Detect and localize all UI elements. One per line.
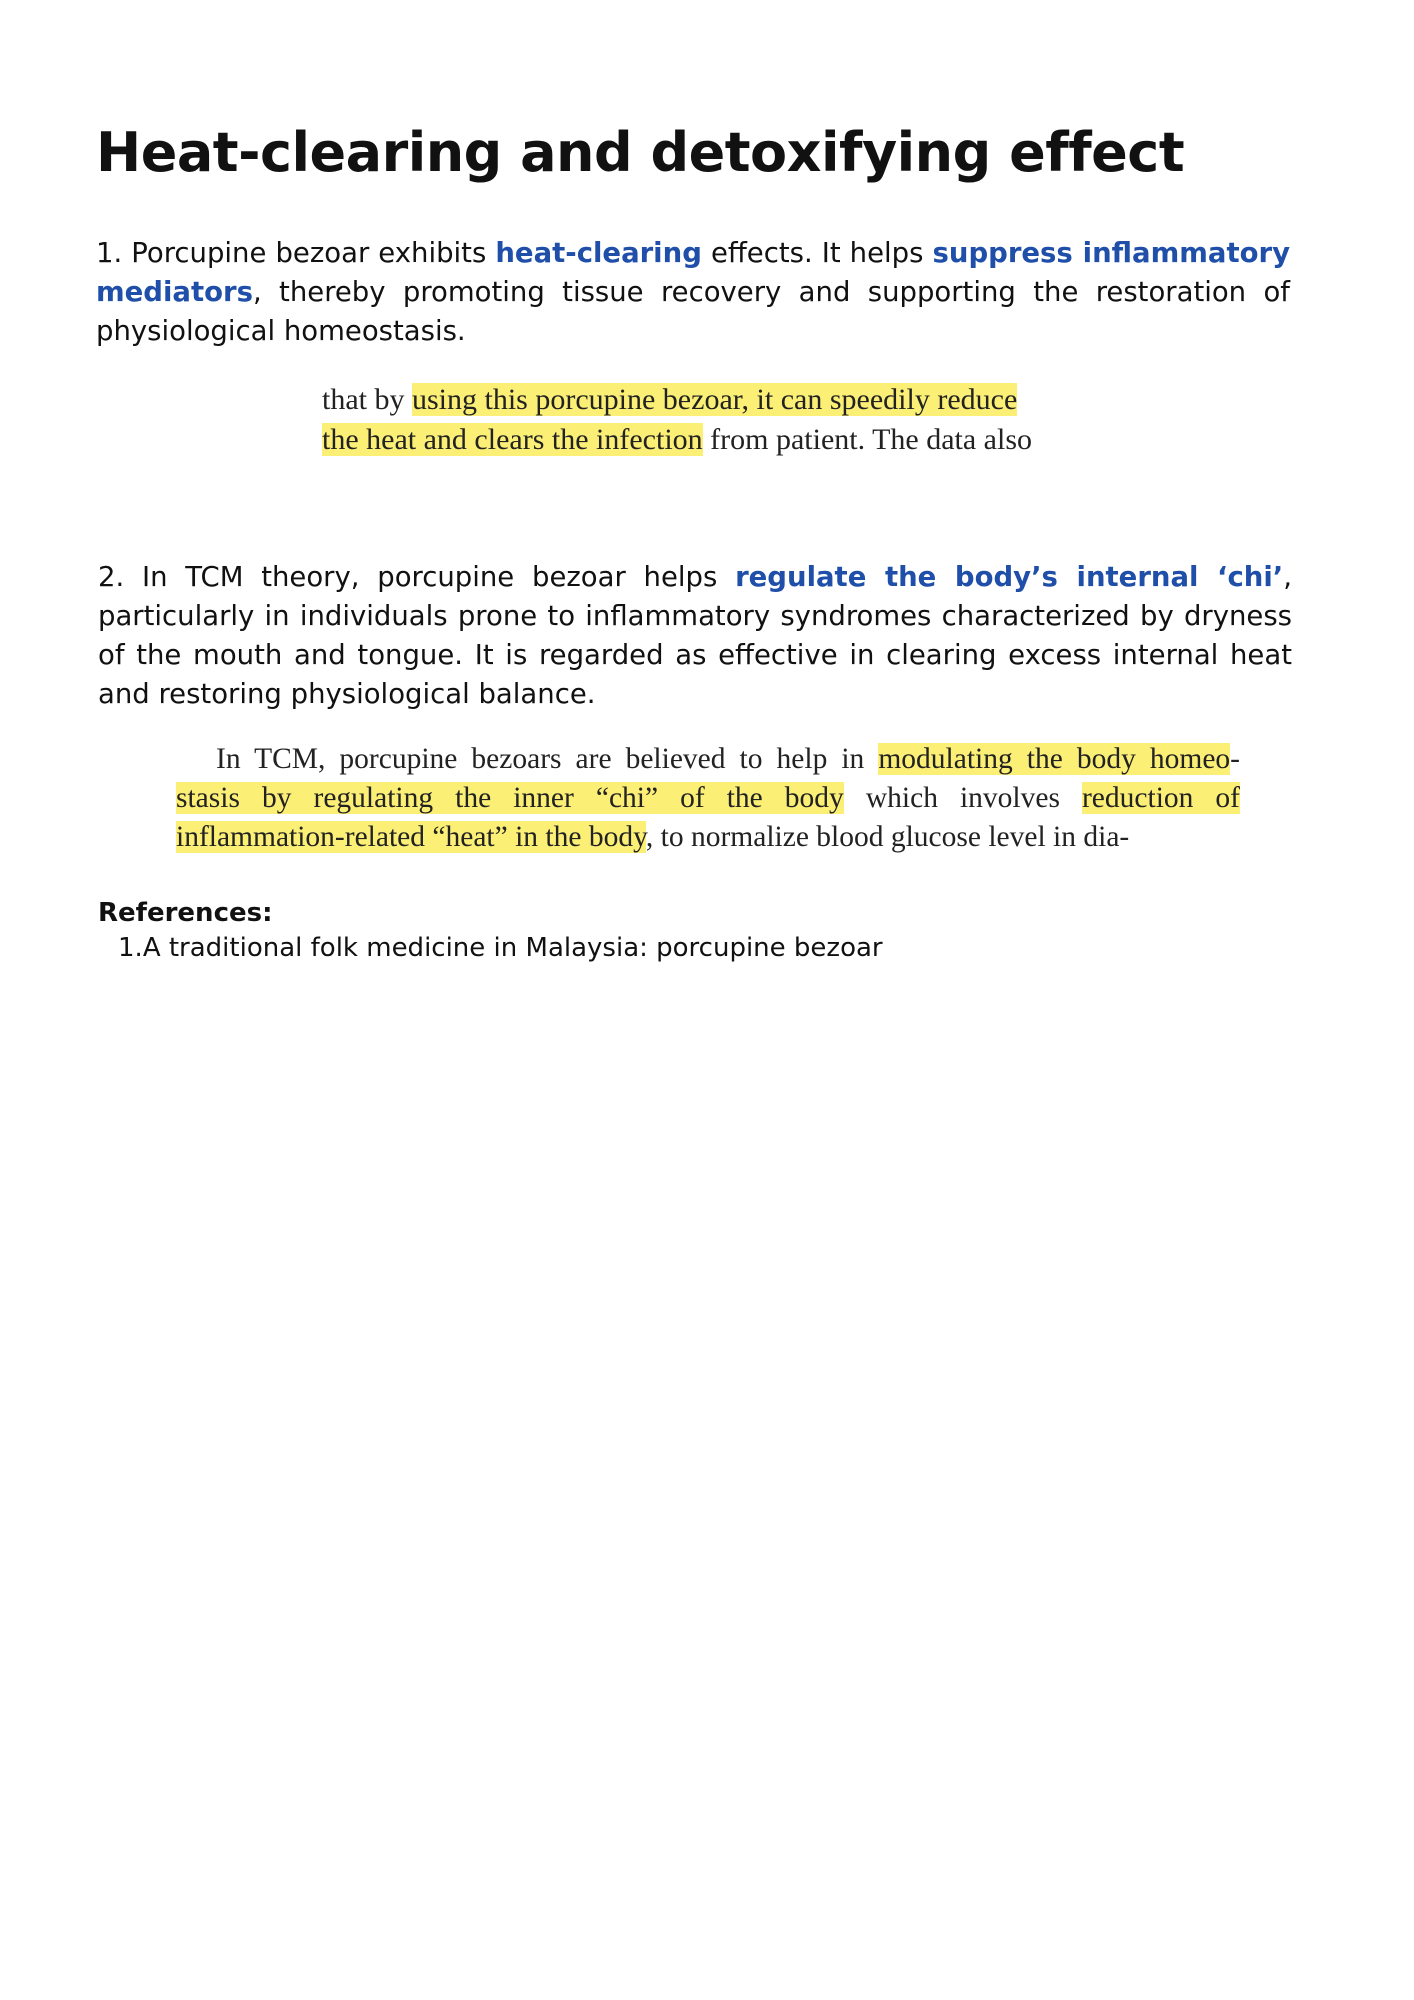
section-1-text: , thereby promoting tissue recovery and supporting the restoration of physiological homeostasis.: [96, 276, 1290, 347]
quote-highlight: stasis by regulating the inner “chi” of the body: [176, 782, 844, 814]
quote-highlight: the heat and clears the infection: [322, 423, 703, 456]
reference-item: [98, 930, 883, 966]
quote-text: , to normalize blood glucose level in dia-: [645, 821, 1130, 853]
reference-text: A traditional folk medicine in Malaysia: porcupine bezoar: [142, 933, 883, 963]
quote-highlight: using this porcupine bezoar, it can speedily reduce: [412, 383, 1018, 416]
quote-1-line-1: [322, 380, 1122, 420]
quote-excerpt-2: [176, 740, 1240, 857]
section-2-paragraph: [98, 558, 1292, 714]
quote-text: that by: [322, 383, 412, 416]
references-list: [98, 930, 883, 966]
reference-number: 1.: [118, 933, 143, 963]
quote-2-line-2: [176, 779, 1240, 818]
highlight-regulate-chi: regulate the body’s internal ‘chi’: [735, 561, 1284, 593]
highlight-suppress-inflammatory-mediators: suppress inflammatory mediators: [96, 237, 1291, 308]
highlight-heat-clearing: heat-clearing: [495, 237, 702, 269]
section-2-text: 2. In TCM theory, porcupine bezoar helps: [98, 561, 736, 593]
quote-highlight: reduction of: [1081, 782, 1240, 814]
section-1-text: 1. Porcupine bezoar exhibits: [96, 237, 496, 269]
quote-text: -: [1230, 743, 1240, 775]
quote-text: In TCM, porcupine bezoars are believed to help in: [216, 743, 879, 775]
quote-text: which involves: [843, 782, 1082, 814]
quote-2-line-1: [176, 740, 1240, 779]
section-1-text: effects. It helps: [701, 237, 933, 269]
quote-highlight: inflammation-related “heat” in the body: [176, 821, 646, 853]
section-2-text: , particularly in individuals prone to inflammatory syndromes characterized by dryness of the mouth and tongue. It is regarded as effective in clearing excess internal heat and restoring physiological balance.: [98, 561, 1292, 710]
quote-excerpt-1: [322, 380, 1122, 460]
quote-2-line-3: [176, 818, 1240, 857]
quote-1-line-2: [322, 420, 1122, 460]
quote-highlight: modulating the body homeo: [878, 743, 1231, 775]
section-1-paragraph: [96, 234, 1290, 351]
page-title: Heat-clearing and detoxifying effect: [96, 121, 1185, 184]
quote-text: from patient. The data also: [702, 423, 1032, 456]
references-heading: References:: [98, 898, 273, 928]
